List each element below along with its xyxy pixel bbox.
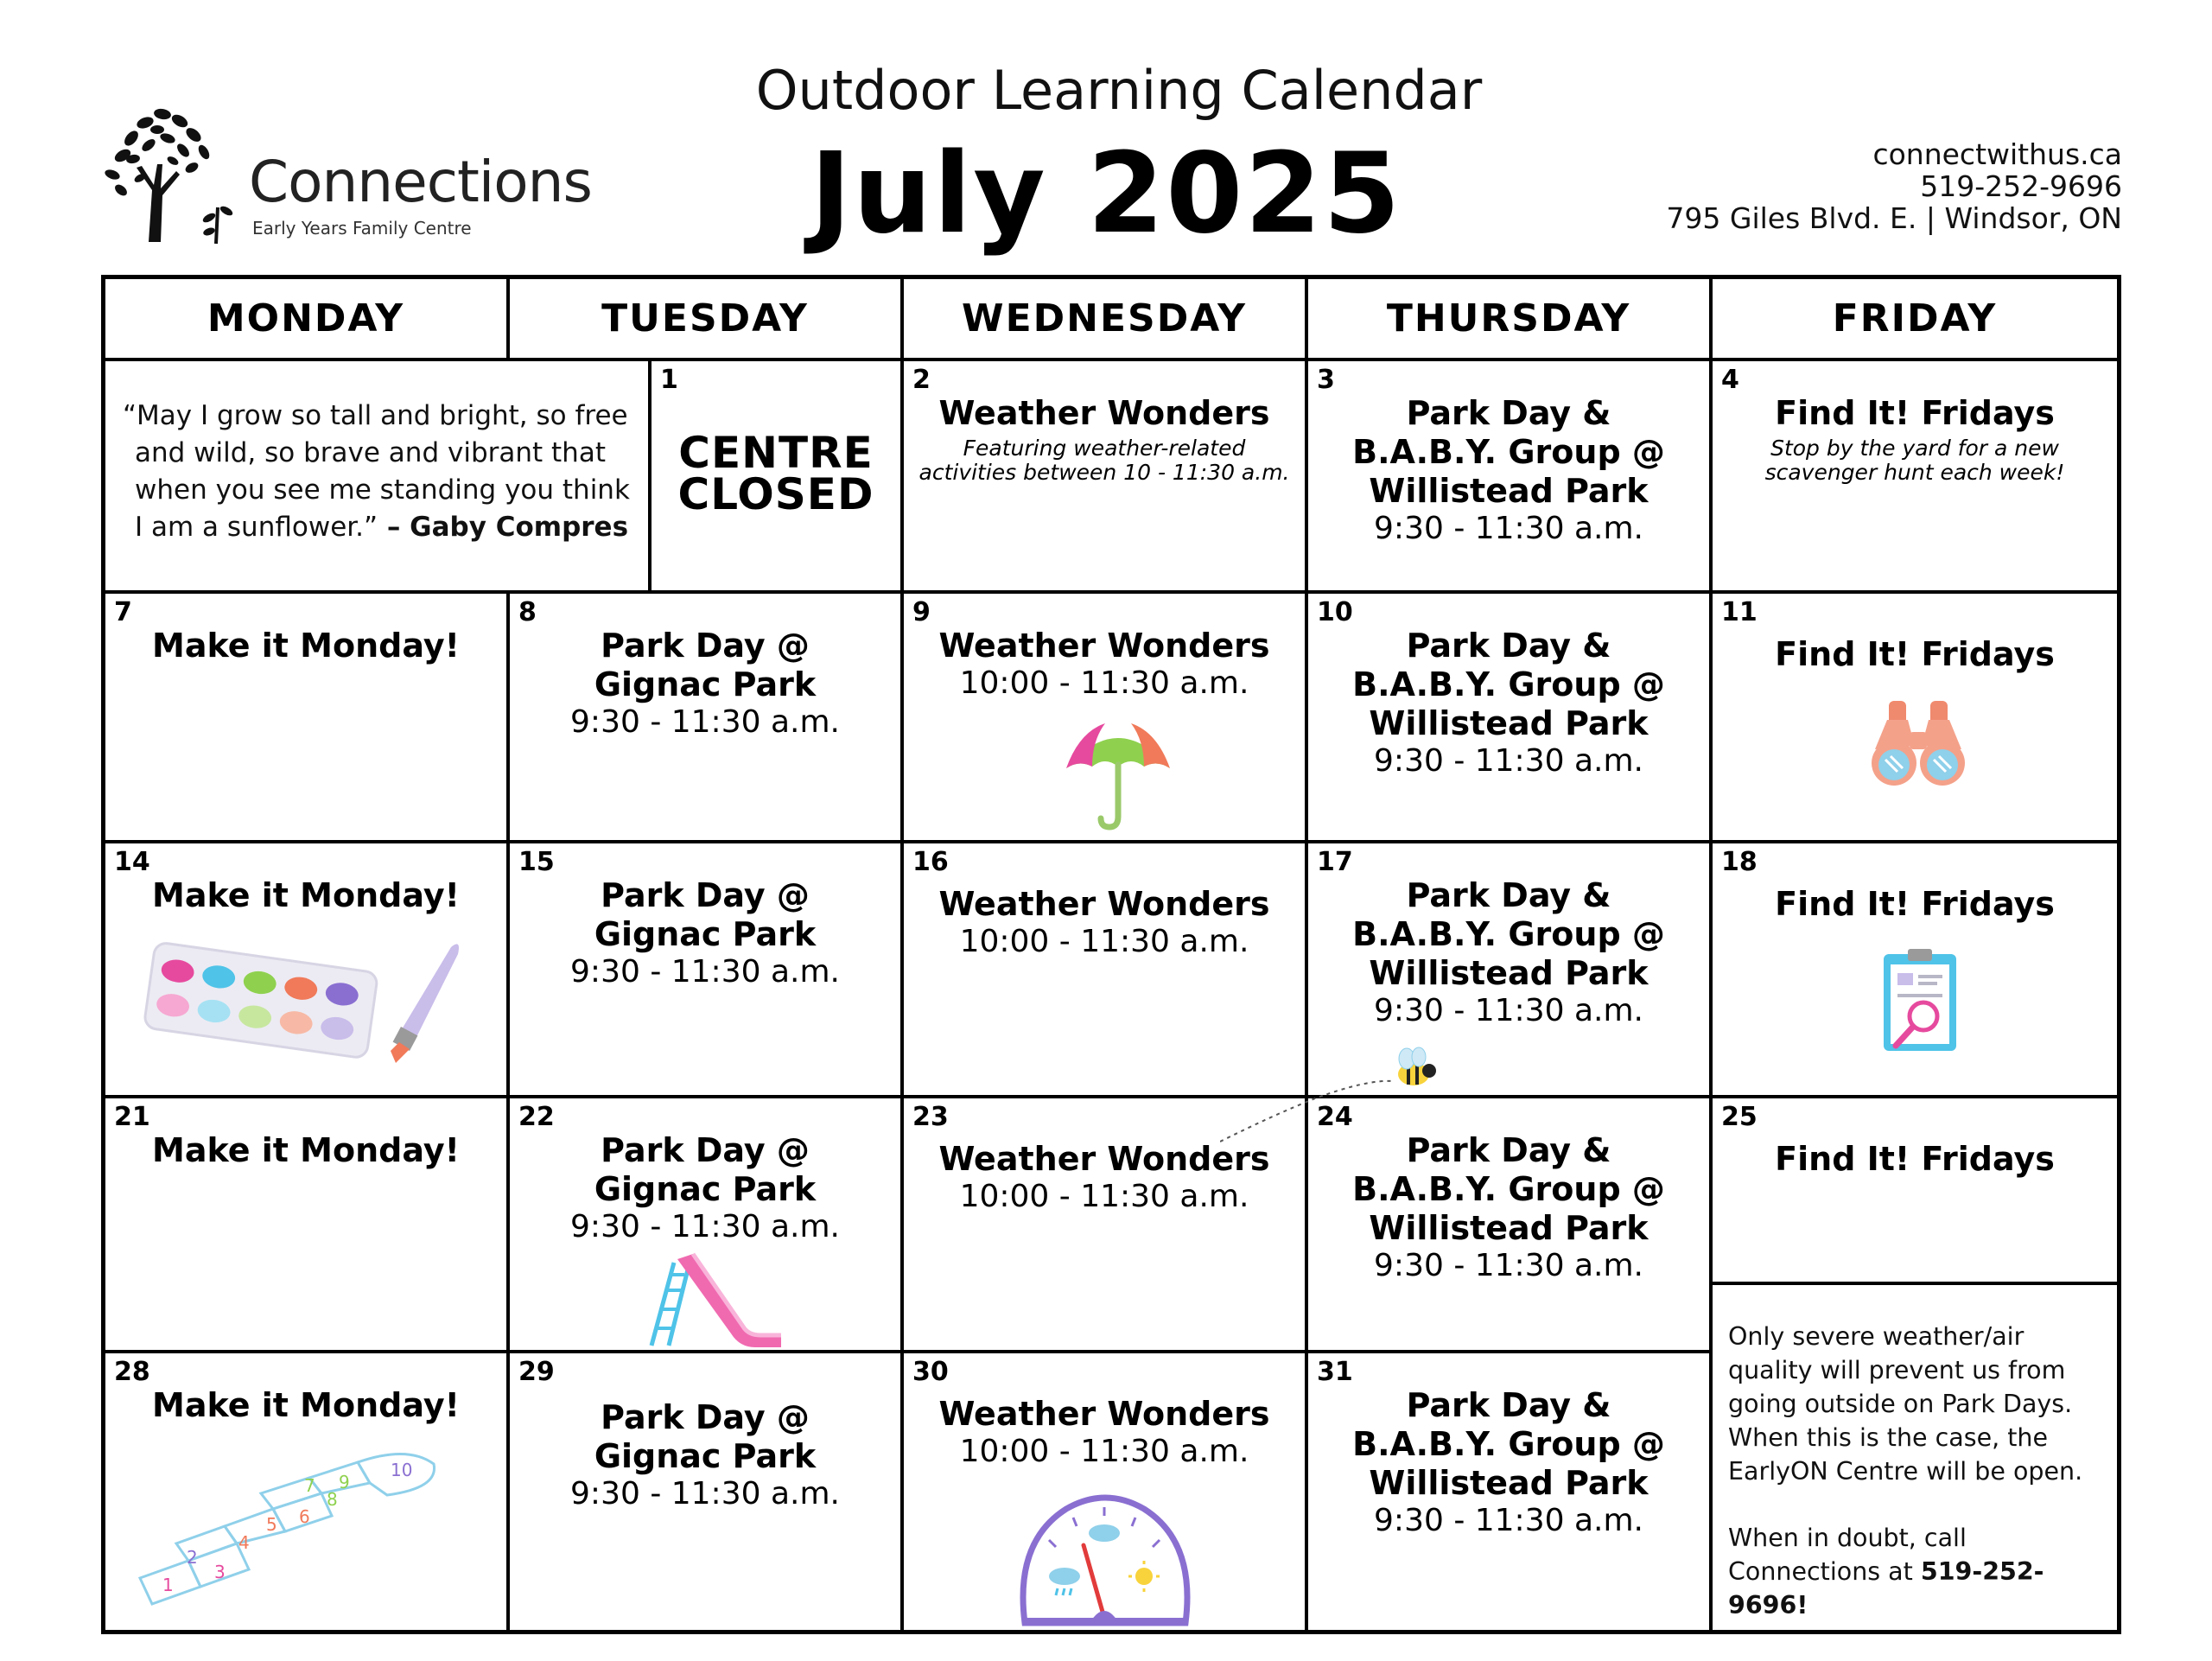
day-number: 17 [1317, 847, 1353, 877]
phone-number: 519-252-9696 [1920, 169, 2122, 203]
day-cell-3 [1308, 361, 1713, 594]
event-time: 9:30 - 11:30 a.m. [1374, 1503, 1643, 1538]
weather-notice-cell [1713, 1285, 2117, 1630]
umbrella-icon [1058, 715, 1179, 836]
day-cell-4 [1713, 361, 2117, 594]
event-title-line2: B.A.B.Y. Group @ [1352, 915, 1665, 953]
event-time: 10:00 - 11:30 a.m. [959, 1434, 1249, 1469]
paint-palette-icon [140, 930, 494, 1077]
hopscotch-number: 1 [162, 1575, 174, 1595]
event-title-line2: Gignac Park [594, 915, 817, 953]
day-cell-21 [105, 1098, 510, 1353]
weekday-header-monday: MONDAY [105, 279, 510, 361]
event-title: Make it Monday! [152, 876, 460, 914]
calendar-subtitle: Outdoor Learning Calendar [755, 59, 1483, 122]
event-time: 9:30 - 11:30 a.m. [1374, 1248, 1643, 1283]
event-title: Weather Wonders [938, 394, 1270, 432]
logo-name: Connections [249, 149, 592, 215]
hopscotch-number: 7 [304, 1475, 315, 1496]
event-title-line1: Park Day @ [601, 876, 810, 914]
event-title-line1: Park Day & [1406, 1386, 1611, 1424]
event-title: Find It! Fridays [1775, 1140, 2055, 1178]
day-number: 22 [518, 1102, 555, 1132]
day-cell-1 [652, 361, 904, 594]
day-cell-25 [1713, 1098, 2117, 1285]
event-title-line3: Willistead Park [1369, 472, 1649, 510]
slide-icon [639, 1252, 786, 1349]
event-title: Find It! Fridays [1775, 394, 2055, 432]
day-cell-18 [1713, 843, 2117, 1098]
day-number: 31 [1317, 1357, 1353, 1387]
day-cell-7 [105, 594, 510, 843]
day-cell-28 [105, 1353, 510, 1630]
day-number: 10 [1317, 597, 1353, 627]
event-time: 9:30 - 11:30 a.m. [1374, 993, 1643, 1028]
event-time: 10:00 - 11:30 a.m. [959, 665, 1249, 701]
day-number: 30 [912, 1357, 949, 1387]
calendar-month-title: July 2025 [810, 130, 1402, 258]
event-time: 9:30 - 11:30 a.m. [570, 1476, 840, 1511]
event-time: 10:00 - 11:30 a.m. [959, 1179, 1249, 1214]
day-number: 28 [114, 1357, 150, 1387]
day-number: 24 [1317, 1102, 1353, 1132]
event-title-line2: B.A.B.Y. Group @ [1352, 665, 1665, 703]
day-cell-14 [105, 843, 510, 1098]
event-time: 9:30 - 11:30 a.m. [570, 704, 840, 740]
event-title: Make it Monday! [152, 1131, 460, 1169]
contact-block [1666, 138, 2122, 234]
event-title-line1: Park Day @ [601, 1398, 810, 1436]
event-title: Weather Wonders [938, 885, 1270, 923]
hopscotch-icon [131, 1448, 494, 1621]
quote-cell [105, 361, 652, 594]
day-cell-31 [1308, 1353, 1713, 1630]
event-time: 9:30 - 11:30 a.m. [570, 1209, 840, 1244]
hopscotch-number: 6 [299, 1506, 310, 1527]
day-number: 1 [660, 365, 678, 395]
weather-notice [1728, 1320, 2108, 1630]
event-title: Find It! Fridays [1775, 635, 2055, 673]
day-cell-29 [510, 1353, 904, 1630]
event-title-line1: Park Day & [1406, 1131, 1611, 1169]
quote-text: “May I grow so tall and bright, so free and wild, so brave and vibrant that when you see me standing you think I am a sunflower.” [123, 400, 630, 543]
sunflower-quote [123, 398, 632, 546]
hopscotch-number: 8 [327, 1489, 338, 1510]
day-number: 23 [912, 1102, 949, 1132]
event-time: 9:30 - 11:30 a.m. [1374, 743, 1643, 779]
website-link[interactable]: connectwithus.ca [1872, 137, 2122, 171]
day-number: 4 [1721, 365, 1739, 395]
event-note-line2: activities between 10 - 11:30 a.m. [918, 460, 1290, 485]
day-cell-15 [510, 843, 904, 1098]
event-title: Weather Wonders [938, 1140, 1270, 1178]
event-title-line1: Park Day @ [601, 627, 810, 665]
centre-closed-line1: CENTRE [678, 428, 874, 478]
event-title-line1: Park Day & [1406, 394, 1611, 432]
weekday-header-thursday: THURSDAY [1308, 279, 1713, 361]
day-cell-22 [510, 1098, 904, 1353]
hopscotch-number: 10 [391, 1460, 413, 1480]
event-title: Make it Monday! [152, 1386, 460, 1424]
bee-icon [1220, 1038, 1453, 1150]
day-number: 16 [912, 847, 949, 877]
event-title-line3: Willistead Park [1369, 1464, 1649, 1502]
event-time: 9:30 - 11:30 a.m. [570, 954, 840, 990]
day-number: 29 [518, 1357, 555, 1387]
event-title-line1: Park Day & [1406, 627, 1611, 665]
day-number: 11 [1721, 597, 1758, 627]
day-cell-9 [904, 594, 1308, 843]
event-title: Weather Wonders [938, 627, 1270, 665]
event-title-line1: Park Day & [1406, 876, 1611, 914]
event-title-line2: Gignac Park [594, 665, 817, 703]
day-number: 3 [1317, 365, 1335, 395]
hopscotch-number: 5 [266, 1514, 277, 1535]
event-title-line2: B.A.B.Y. Group @ [1352, 1170, 1665, 1208]
day-cell-2 [904, 361, 1308, 594]
calendar-grid [101, 275, 2121, 1634]
event-note-line1: Featuring weather-related [963, 436, 1246, 461]
address: 795 Giles Blvd. E. | Windsor, ON [1666, 201, 2122, 235]
event-title-line2: B.A.B.Y. Group @ [1352, 1425, 1665, 1463]
day-cell-10 [1308, 594, 1713, 843]
hopscotch-number: 9 [339, 1472, 350, 1492]
quote-author: – Gaby Compres [378, 512, 629, 543]
centre-closed-line2: CLOSED [677, 469, 874, 519]
binoculars-icon [1868, 697, 1968, 794]
day-number: 14 [114, 847, 150, 877]
event-title-line2: Gignac Park [594, 1437, 817, 1475]
weather-gauge-icon [1014, 1490, 1196, 1628]
event-title-line2: Gignac Park [594, 1170, 817, 1208]
event-title-line3: Willistead Park [1369, 704, 1649, 742]
clipboard-icon [1877, 945, 1963, 1058]
event-title: Make it Monday! [152, 627, 460, 665]
weather-notice-call-text: When in doubt, call Connections at [1728, 1524, 1967, 1586]
day-number: 21 [114, 1102, 150, 1132]
day-number: 15 [518, 847, 555, 877]
hopscotch-number: 4 [238, 1532, 250, 1553]
weather-notice-text: Only severe weather/air quality will prevent us from going outside on Park Days. When this is the case, the EarlyON Centre will be open. [1728, 1322, 2083, 1486]
event-title-line3: Willistead Park [1369, 954, 1649, 992]
hopscotch-number: 3 [214, 1562, 226, 1582]
logo-subtitle: Early Years Family Centre [252, 218, 472, 239]
weekday-header-wednesday: WEDNESDAY [904, 279, 1308, 361]
hopscotch-number: 2 [187, 1547, 198, 1568]
day-number: 18 [1721, 847, 1758, 877]
event-title-line2: B.A.B.Y. Group @ [1352, 433, 1665, 471]
day-cell-8 [510, 594, 904, 843]
event-title: Find It! Fridays [1775, 885, 2055, 923]
day-number: 8 [518, 597, 537, 627]
event-time: 9:30 - 11:30 a.m. [1374, 511, 1643, 546]
event-title: Weather Wonders [938, 1395, 1270, 1433]
weekday-header-tuesday: TUESDAY [510, 279, 904, 361]
day-number: 7 [114, 597, 132, 627]
weather-notice-phone: 519-252-9696! [1728, 1557, 2044, 1620]
event-time: 10:00 - 11:30 a.m. [959, 924, 1249, 959]
day-number: 9 [912, 597, 931, 627]
day-cell-30 [904, 1353, 1308, 1630]
day-number: 25 [1721, 1102, 1758, 1132]
day-number: 2 [912, 365, 931, 395]
event-note-line2: scavenger hunt each week! [1764, 460, 2065, 485]
day-cell-11 [1713, 594, 2117, 843]
weekday-header-friday: FRIDAY [1713, 279, 2117, 361]
event-note-line1: Stop by the yard for a new [1770, 436, 2059, 461]
event-title-line3: Willistead Park [1369, 1209, 1649, 1247]
event-title-line1: Park Day @ [601, 1131, 810, 1169]
